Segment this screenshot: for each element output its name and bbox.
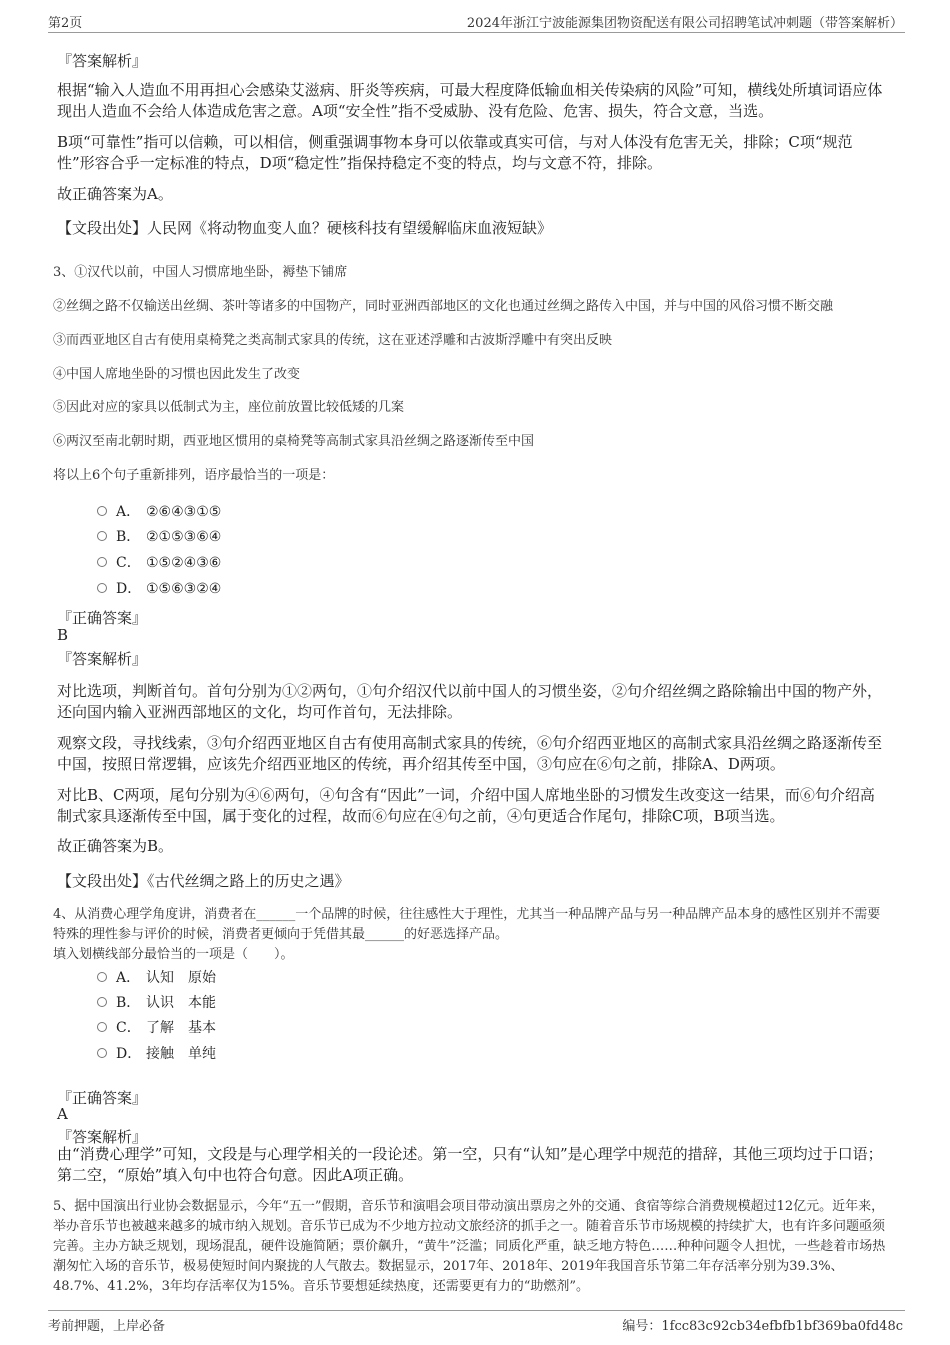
- answer-label: 『正确答案』: [57, 609, 148, 627]
- analysis-paragraph: 观察文段，寻找线索，③句介绍西亚地区自古有使用高制式家具的传统，⑥句介绍西亚地区的高制式家具沿丝绸之路逐渐传至中国，按照日常逻辑，应该先介绍西亚地区的传统，再介绍其传至中国，③句应在⑥句之前，排除A、D两项。: [57, 734, 883, 773]
- analysis-paragraph: B项“可靠性”指可以信赖，可以相信，侧重强调事物本身可以依靠或真实可信，与对人体没有危害无关，排除；C项“规范性”形容合乎一定标准的特点，D项“稳定性”指保持稳定不变的特点，均与文意不符，排除。: [57, 133, 853, 172]
- option-d[interactable]: D． 接触 单纯: [97, 1044, 216, 1064]
- radio-icon[interactable]: [97, 506, 107, 516]
- radio-icon[interactable]: [97, 557, 107, 567]
- option-a[interactable]: A． ②⑥④③①⑤: [97, 502, 221, 522]
- answer-value: A: [57, 1105, 68, 1123]
- passage-source: 【文段出处】人民网《将动物血变人血？硬核科技有望缓解临床血液短缺》: [57, 219, 553, 237]
- page-number: 第2页: [48, 16, 83, 31]
- page-header: [48, 10, 905, 33]
- question-sentence: ⑥两汉至南北朝时期，西亚地区惯用的桌椅凳等高制式家具沿丝绸之路逐渐传至中国: [53, 434, 535, 449]
- analysis-conclusion: 故正确答案为A。: [57, 185, 173, 203]
- option-b[interactable]: B． ②①⑤③⑥④: [97, 527, 221, 547]
- answer-label: 『正确答案』: [57, 1089, 148, 1107]
- option-c[interactable]: C． ①⑤②④③⑥: [97, 553, 221, 573]
- passage-source: 【文段出处】《古代丝绸之路上的历史之遇》: [57, 872, 350, 890]
- radio-icon[interactable]: [97, 583, 107, 593]
- radio-icon[interactable]: [97, 1022, 107, 1032]
- analysis-label: 『答案解析』: [57, 650, 148, 668]
- option-d[interactable]: D． ①⑤⑥③②④: [97, 579, 221, 599]
- analysis-label: 『答案解析』: [57, 1128, 148, 1146]
- analysis-conclusion: 故正确答案为B。: [57, 837, 174, 855]
- footer-slogan: 考前押题，上岸必备: [48, 1319, 166, 1334]
- question-sentence: 3、①汉代以前，中国人习惯席地坐卧，褥垫下铺席: [53, 265, 348, 280]
- option-b[interactable]: B． 认识 本能: [97, 993, 216, 1013]
- answer-value: B: [57, 626, 69, 644]
- analysis-paragraph: 对比选项，判断首句。首句分别为①②两句，①句介绍汉代以前中国人的习惯坐姿，②句介绍丝绸之路除输出中国的物产外，还向国内输入亚洲西部地区的文化，均可作首句，无法排除。: [57, 682, 883, 721]
- analysis-paragraph: 由“消费心理学”可知，文段是与心理学相关的一段论述。第一空，只有“认知”是心理学中规范的措辞，其他三项均过于口语；第二空，“原始”填入句中也符合句意。因此A项正确。: [57, 1145, 883, 1184]
- radio-icon[interactable]: [97, 997, 107, 1007]
- question-prompt: 填入划横线部分最恰当的一项是（ ）。: [53, 947, 294, 962]
- radio-icon[interactable]: [97, 531, 107, 541]
- document-title: 2024年浙江宁波能源集团物资配送有限公司招聘笔试冲刺题（带答案解析）: [466, 16, 903, 31]
- question-prompt: 将以上6个句子重新排列，语序最恰当的一项是：: [53, 468, 335, 483]
- question-sentence: ⑤因此对应的家具以低制式为主，座位前放置比较低矮的几案: [53, 400, 405, 415]
- option-c[interactable]: C． 了解 基本: [97, 1018, 216, 1038]
- analysis-paragraph: 对比B、C两项，尾句分别为④⑥两句，④句含有“因此”一词，介绍中国人席地坐卧的习惯发生改变这一结果，而⑥句介绍高制式家具逐渐传至中国，属于变化的过程，故而⑥句应在④句之前，④句更适合作尾句，排除C项，B项当选。: [57, 786, 875, 825]
- option-a[interactable]: A． 认知 原始: [97, 968, 216, 988]
- question-stem: 4、从消费心理学角度讲，消费者在______一个品牌的时候，往往感性大于理性，尤其当一种品牌产品与另一种品牌产品本身的感性区别并不需要特殊的理性参与评价的时候，消费者更倾向于凭借其最______的好恶选择产品。: [53, 907, 881, 942]
- question-sentence: ③而西亚地区自古有使用桌椅凳之类高制式家具的传统，这在亚述浮雕和古波斯浮雕中有突出反映: [53, 333, 613, 348]
- analysis-label: 『答案解析』: [57, 52, 148, 70]
- question-sentence: ②丝绸之路不仅输送出丝绸、茶叶等诸多的中国物产，同时亚洲西部地区的文化也通过丝绸之路传入中国，并与中国的风俗习惯不断交融: [53, 299, 834, 314]
- page-footer: [48, 1310, 905, 1333]
- document-id: 编号：1fcc83c92cb34efbfb1bf369ba0fd48c: [622, 1319, 903, 1334]
- analysis-paragraph: 根据“输入人造血不用再担心会感染艾滋病、肝炎等疾病，可最大程度降低输血相关传染病的风险”可知，横线处所填词语应体现出人造血不会给人体造成危害之意。A项“安全性”指不受威胁、没有危险、危害、损失，符合文意，当选。: [57, 81, 883, 120]
- radio-icon[interactable]: [97, 1048, 107, 1058]
- question-stem: 5、据中国演出行业协会数据显示，今年“五一”假期，音乐节和演唱会项目带动演出票房之外的交通、食宿等综合消费规模超过12亿元。近年来，举办音乐节也被越来越多的城市纳入规划。音乐节已成为不少地方拉动文旅经济的抓手之一。随着音乐节市场规模的持续扩大，也有许多问题亟须完善。主办方缺乏规划，现场混乱，硬件设施简陋；票价飙升，“黄牛”泛滥；同质化严重，缺乏地方特色……种种问题令人担忧，一些趁着市场热潮匆忙入场的音乐节，极易使短时间内聚拢的人气散去。数据显示，2017年、2018年、2019年我国音乐节第二年存活率分别为39.3%、48.7%、41.2%，3年均存活率仅为15%。音乐节要想延续热度，还需要更有力的“助燃剂”。: [53, 1199, 886, 1294]
- question-sentence: ④中国人席地坐卧的习惯也因此发生了改变: [53, 367, 301, 382]
- radio-icon[interactable]: [97, 972, 107, 982]
